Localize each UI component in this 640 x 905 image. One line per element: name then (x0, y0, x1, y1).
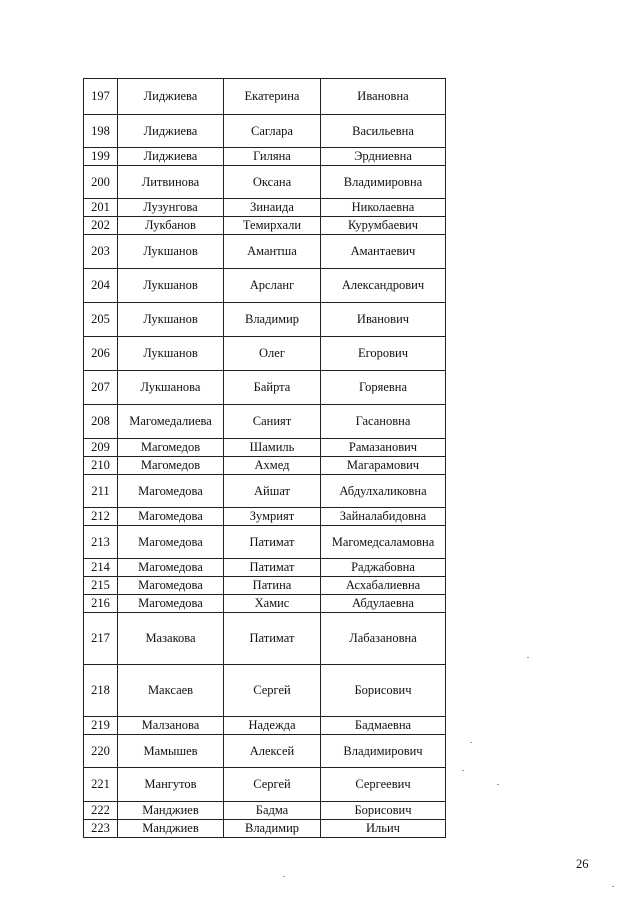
patronymic-cell: Гасановна (321, 405, 446, 439)
table-row (84, 269, 446, 303)
patronymic-cell: Рамазанович (321, 439, 446, 457)
first-name-cell: Бадма (224, 802, 321, 820)
patronymic-cell: Амантаевич (321, 235, 446, 269)
table-row (84, 166, 446, 199)
last-name-cell: Мамышев (118, 735, 224, 768)
patronymic-cell: Асхабалиевна (321, 577, 446, 595)
patronymic-cell: Бадмаевна (321, 717, 446, 735)
table-row (84, 508, 446, 526)
table-row (84, 717, 446, 735)
row-number-cell: 217 (84, 613, 118, 665)
first-name-cell: Айшат (224, 475, 321, 508)
last-name-cell: Лиджиева (118, 148, 224, 166)
last-name-cell: Лукшанов (118, 303, 224, 337)
first-name-cell: Сергей (224, 768, 321, 802)
patronymic-cell: Ильич (321, 820, 446, 838)
table-row (84, 115, 446, 148)
patronymic-cell: Егорович (321, 337, 446, 371)
patronymic-cell: Лабазановна (321, 613, 446, 665)
row-number-cell: 209 (84, 439, 118, 457)
first-name-cell: Екатерина (224, 79, 321, 115)
row-number-cell: 210 (84, 457, 118, 475)
first-name-cell: Арсланг (224, 269, 321, 303)
table-row (84, 439, 446, 457)
patronymic-cell: Иванович (321, 303, 446, 337)
last-name-cell: Лукшанова (118, 371, 224, 405)
last-name-cell: Манджиев (118, 802, 224, 820)
row-number-cell: 206 (84, 337, 118, 371)
first-name-cell: Владимир (224, 820, 321, 838)
first-name-cell: Зинаида (224, 199, 321, 217)
names-table-body (84, 79, 446, 838)
patronymic-cell: Ивановна (321, 79, 446, 115)
patronymic-cell: Владимирович (321, 735, 446, 768)
table-row (84, 768, 446, 802)
row-number-cell: 215 (84, 577, 118, 595)
table-row (84, 526, 446, 559)
patronymic-cell: Эрдниевна (321, 148, 446, 166)
names-table (83, 78, 446, 838)
first-name-cell: Саният (224, 405, 321, 439)
row-number-cell: 216 (84, 595, 118, 613)
table-row (84, 802, 446, 820)
patronymic-cell: Раджабовна (321, 559, 446, 577)
table-row (84, 148, 446, 166)
first-name-cell: Оксана (224, 166, 321, 199)
last-name-cell: Магомедов (118, 439, 224, 457)
table-row (84, 337, 446, 371)
last-name-cell: Манджиев (118, 820, 224, 838)
first-name-cell: Олег (224, 337, 321, 371)
patronymic-cell: Васильевна (321, 115, 446, 148)
first-name-cell: Владимир (224, 303, 321, 337)
table-row (84, 303, 446, 337)
last-name-cell: Магомедова (118, 595, 224, 613)
patronymic-cell: Александрович (321, 269, 446, 303)
first-name-cell: Патимат (224, 526, 321, 559)
last-name-cell: Лукшанов (118, 269, 224, 303)
last-name-cell: Магомедов (118, 457, 224, 475)
first-name-cell: Сергей (224, 665, 321, 717)
first-name-cell: Патина (224, 577, 321, 595)
row-number-cell: 219 (84, 717, 118, 735)
table-row (84, 235, 446, 269)
row-number-cell: 223 (84, 820, 118, 838)
patronymic-cell: Борисович (321, 665, 446, 717)
table-row (84, 405, 446, 439)
scan-speck (527, 657, 529, 658)
scan-speck (283, 876, 285, 877)
first-name-cell: Шамиль (224, 439, 321, 457)
row-number-cell: 222 (84, 802, 118, 820)
patronymic-cell: Владимировна (321, 166, 446, 199)
last-name-cell: Лиджиева (118, 115, 224, 148)
table-row (84, 371, 446, 405)
patronymic-cell: Абдулхаликовна (321, 475, 446, 508)
last-name-cell: Малзанова (118, 717, 224, 735)
document-sheet (83, 78, 446, 838)
row-number-cell: 218 (84, 665, 118, 717)
patronymic-cell: Магомедсаламовна (321, 526, 446, 559)
row-number-cell: 199 (84, 148, 118, 166)
first-name-cell: Амантша (224, 235, 321, 269)
last-name-cell: Мазакова (118, 613, 224, 665)
last-name-cell: Лукшанов (118, 337, 224, 371)
patronymic-cell: Горяевна (321, 371, 446, 405)
last-name-cell: Магомедова (118, 559, 224, 577)
last-name-cell: Магомедова (118, 577, 224, 595)
row-number-cell: 203 (84, 235, 118, 269)
row-number-cell: 214 (84, 559, 118, 577)
row-number-cell: 198 (84, 115, 118, 148)
first-name-cell: Ахмед (224, 457, 321, 475)
patronymic-cell: Сергеевич (321, 768, 446, 802)
table-row (84, 199, 446, 217)
row-number-cell: 221 (84, 768, 118, 802)
row-number-cell: 207 (84, 371, 118, 405)
row-number-cell: 204 (84, 269, 118, 303)
last-name-cell: Мангутов (118, 768, 224, 802)
table-row (84, 595, 446, 613)
table-row (84, 735, 446, 768)
page-number: 26 (576, 857, 589, 871)
row-number-cell: 220 (84, 735, 118, 768)
first-name-cell: Темирхали (224, 217, 321, 235)
last-name-cell: Магомедова (118, 475, 224, 508)
first-name-cell: Гиляна (224, 148, 321, 166)
row-number-cell: 211 (84, 475, 118, 508)
table-row (84, 613, 446, 665)
first-name-cell: Алексей (224, 735, 321, 768)
row-number-cell: 200 (84, 166, 118, 199)
patronymic-cell: Николаевна (321, 199, 446, 217)
row-number-cell: 202 (84, 217, 118, 235)
first-name-cell: Патимат (224, 559, 321, 577)
patronymic-cell: Борисович (321, 802, 446, 820)
table-row (84, 79, 446, 115)
patronymic-cell: Абдулаевна (321, 595, 446, 613)
last-name-cell: Максаев (118, 665, 224, 717)
patronymic-cell: Зайналабидовна (321, 508, 446, 526)
row-number-cell: 213 (84, 526, 118, 559)
last-name-cell: Магомедова (118, 526, 224, 559)
row-number-cell: 201 (84, 199, 118, 217)
first-name-cell: Надежда (224, 717, 321, 735)
table-row (84, 577, 446, 595)
last-name-cell: Лузунгова (118, 199, 224, 217)
scan-speck (612, 886, 614, 887)
row-number-cell: 208 (84, 405, 118, 439)
patronymic-cell: Магарамович (321, 457, 446, 475)
first-name-cell: Саглара (224, 115, 321, 148)
last-name-cell: Магомедова (118, 508, 224, 526)
table-row (84, 665, 446, 717)
last-name-cell: Магомедалиева (118, 405, 224, 439)
last-name-cell: Лукбанов (118, 217, 224, 235)
scan-speck (470, 742, 472, 743)
row-number-cell: 197 (84, 79, 118, 115)
patronymic-cell: Курумбаевич (321, 217, 446, 235)
first-name-cell: Байрта (224, 371, 321, 405)
table-row (84, 559, 446, 577)
row-number-cell: 205 (84, 303, 118, 337)
row-number-cell: 212 (84, 508, 118, 526)
last-name-cell: Лиджиева (118, 79, 224, 115)
last-name-cell: Литвинова (118, 166, 224, 199)
scan-speck (497, 784, 499, 785)
first-name-cell: Хамис (224, 595, 321, 613)
table-row (84, 457, 446, 475)
table-row (84, 475, 446, 508)
last-name-cell: Лукшанов (118, 235, 224, 269)
scan-speck (462, 770, 464, 771)
table-row (84, 820, 446, 838)
table-row (84, 217, 446, 235)
first-name-cell: Патимат (224, 613, 321, 665)
first-name-cell: Зумрият (224, 508, 321, 526)
